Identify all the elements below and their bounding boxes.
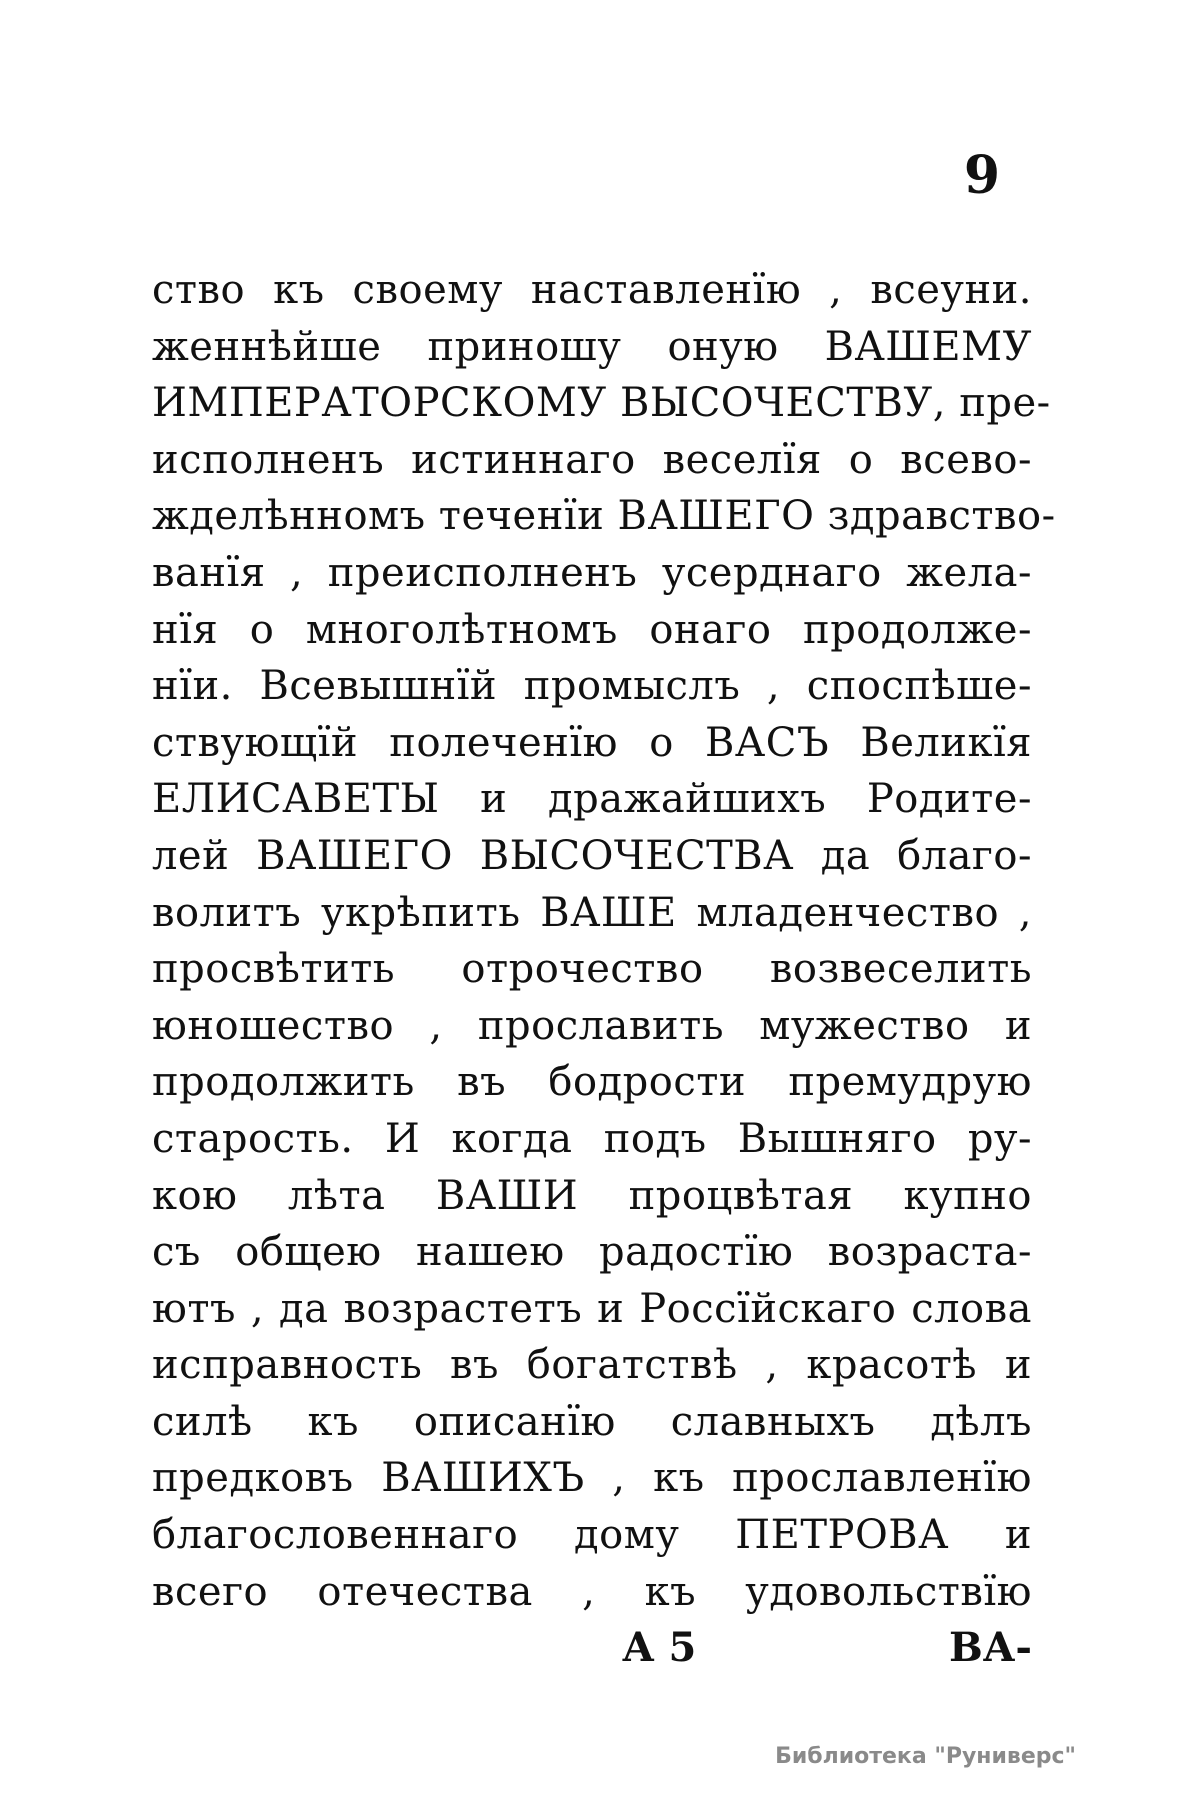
body-text bbox=[152, 262, 1056, 1620]
text-line: юношество , прославить мужество и bbox=[152, 1002, 1032, 1049]
text-line: ютъ , да возрастетъ и Россїйскаго слова bbox=[152, 1285, 1032, 1332]
text-line: ствующїй полеченїю о ВАСЪ Великїя bbox=[152, 719, 1032, 766]
text-line: силѣ къ описанїю славныхъ дѣлъ bbox=[152, 1398, 1032, 1445]
footer-line bbox=[152, 1620, 1032, 1676]
text-line: исправность въ богатствѣ , красотѣ и bbox=[152, 1342, 1032, 1389]
library-watermark: Библиотека "Руниверс" bbox=[775, 1744, 1076, 1769]
text-line: старость. И когда подъ Вышняго ру- bbox=[152, 1115, 1032, 1162]
text-line: ИМПЕРАТОРСКОМУ ВЫСОЧЕСТВУ, пре- bbox=[152, 380, 1051, 427]
signature-mark: А 5 bbox=[622, 1624, 697, 1671]
text-line: предковъ ВАШИХЪ , къ прославленїю bbox=[152, 1455, 1032, 1502]
text-line: ЕЛИСАВЕТЫ и дражайшихъ Родите- bbox=[152, 776, 1032, 823]
text-line: съ общею нашею радостїю возраста- bbox=[152, 1229, 1032, 1276]
text-line: продолжить въ бодрости премудрую bbox=[152, 1059, 1032, 1106]
text-line: лей ВАШЕГО ВЫСОЧЕСТВА да благо- bbox=[152, 832, 1032, 879]
text-line: ванїя , преисполненъ усерднаго жела- bbox=[152, 549, 1032, 596]
text-line: кою лѣта ВАШИ процвѣтая купно bbox=[152, 1172, 1032, 1219]
text-line: просвѣтить отрочество возвеселить bbox=[152, 946, 1032, 993]
text-line: исполненъ истиннаго веселїя о всево- bbox=[152, 436, 1032, 483]
text-line: женнѣйше приношу оную ВАШЕМУ bbox=[152, 323, 1032, 370]
text-line: всего отечества , къ удовольствїю bbox=[152, 1568, 1032, 1615]
text-line: волитъ укрѣпить ВАШЕ младенчество , bbox=[152, 889, 1032, 936]
catchword: ВА- bbox=[949, 1624, 1032, 1671]
text-line: ство къ своему наставленїю , всеуни. bbox=[152, 267, 1032, 313]
page-number: 9 bbox=[963, 145, 1000, 206]
text-line: нїи. Всевышнїй промыслъ , споспѣше- bbox=[152, 663, 1032, 710]
text-line: благословеннаго дому ПЕТРОВА и bbox=[152, 1512, 1032, 1559]
text-line: нїя о многолѣтномъ онаго продолже- bbox=[152, 606, 1032, 653]
text-line: жделѣнномъ теченїи ВАШЕГО здравство- bbox=[152, 493, 1056, 540]
